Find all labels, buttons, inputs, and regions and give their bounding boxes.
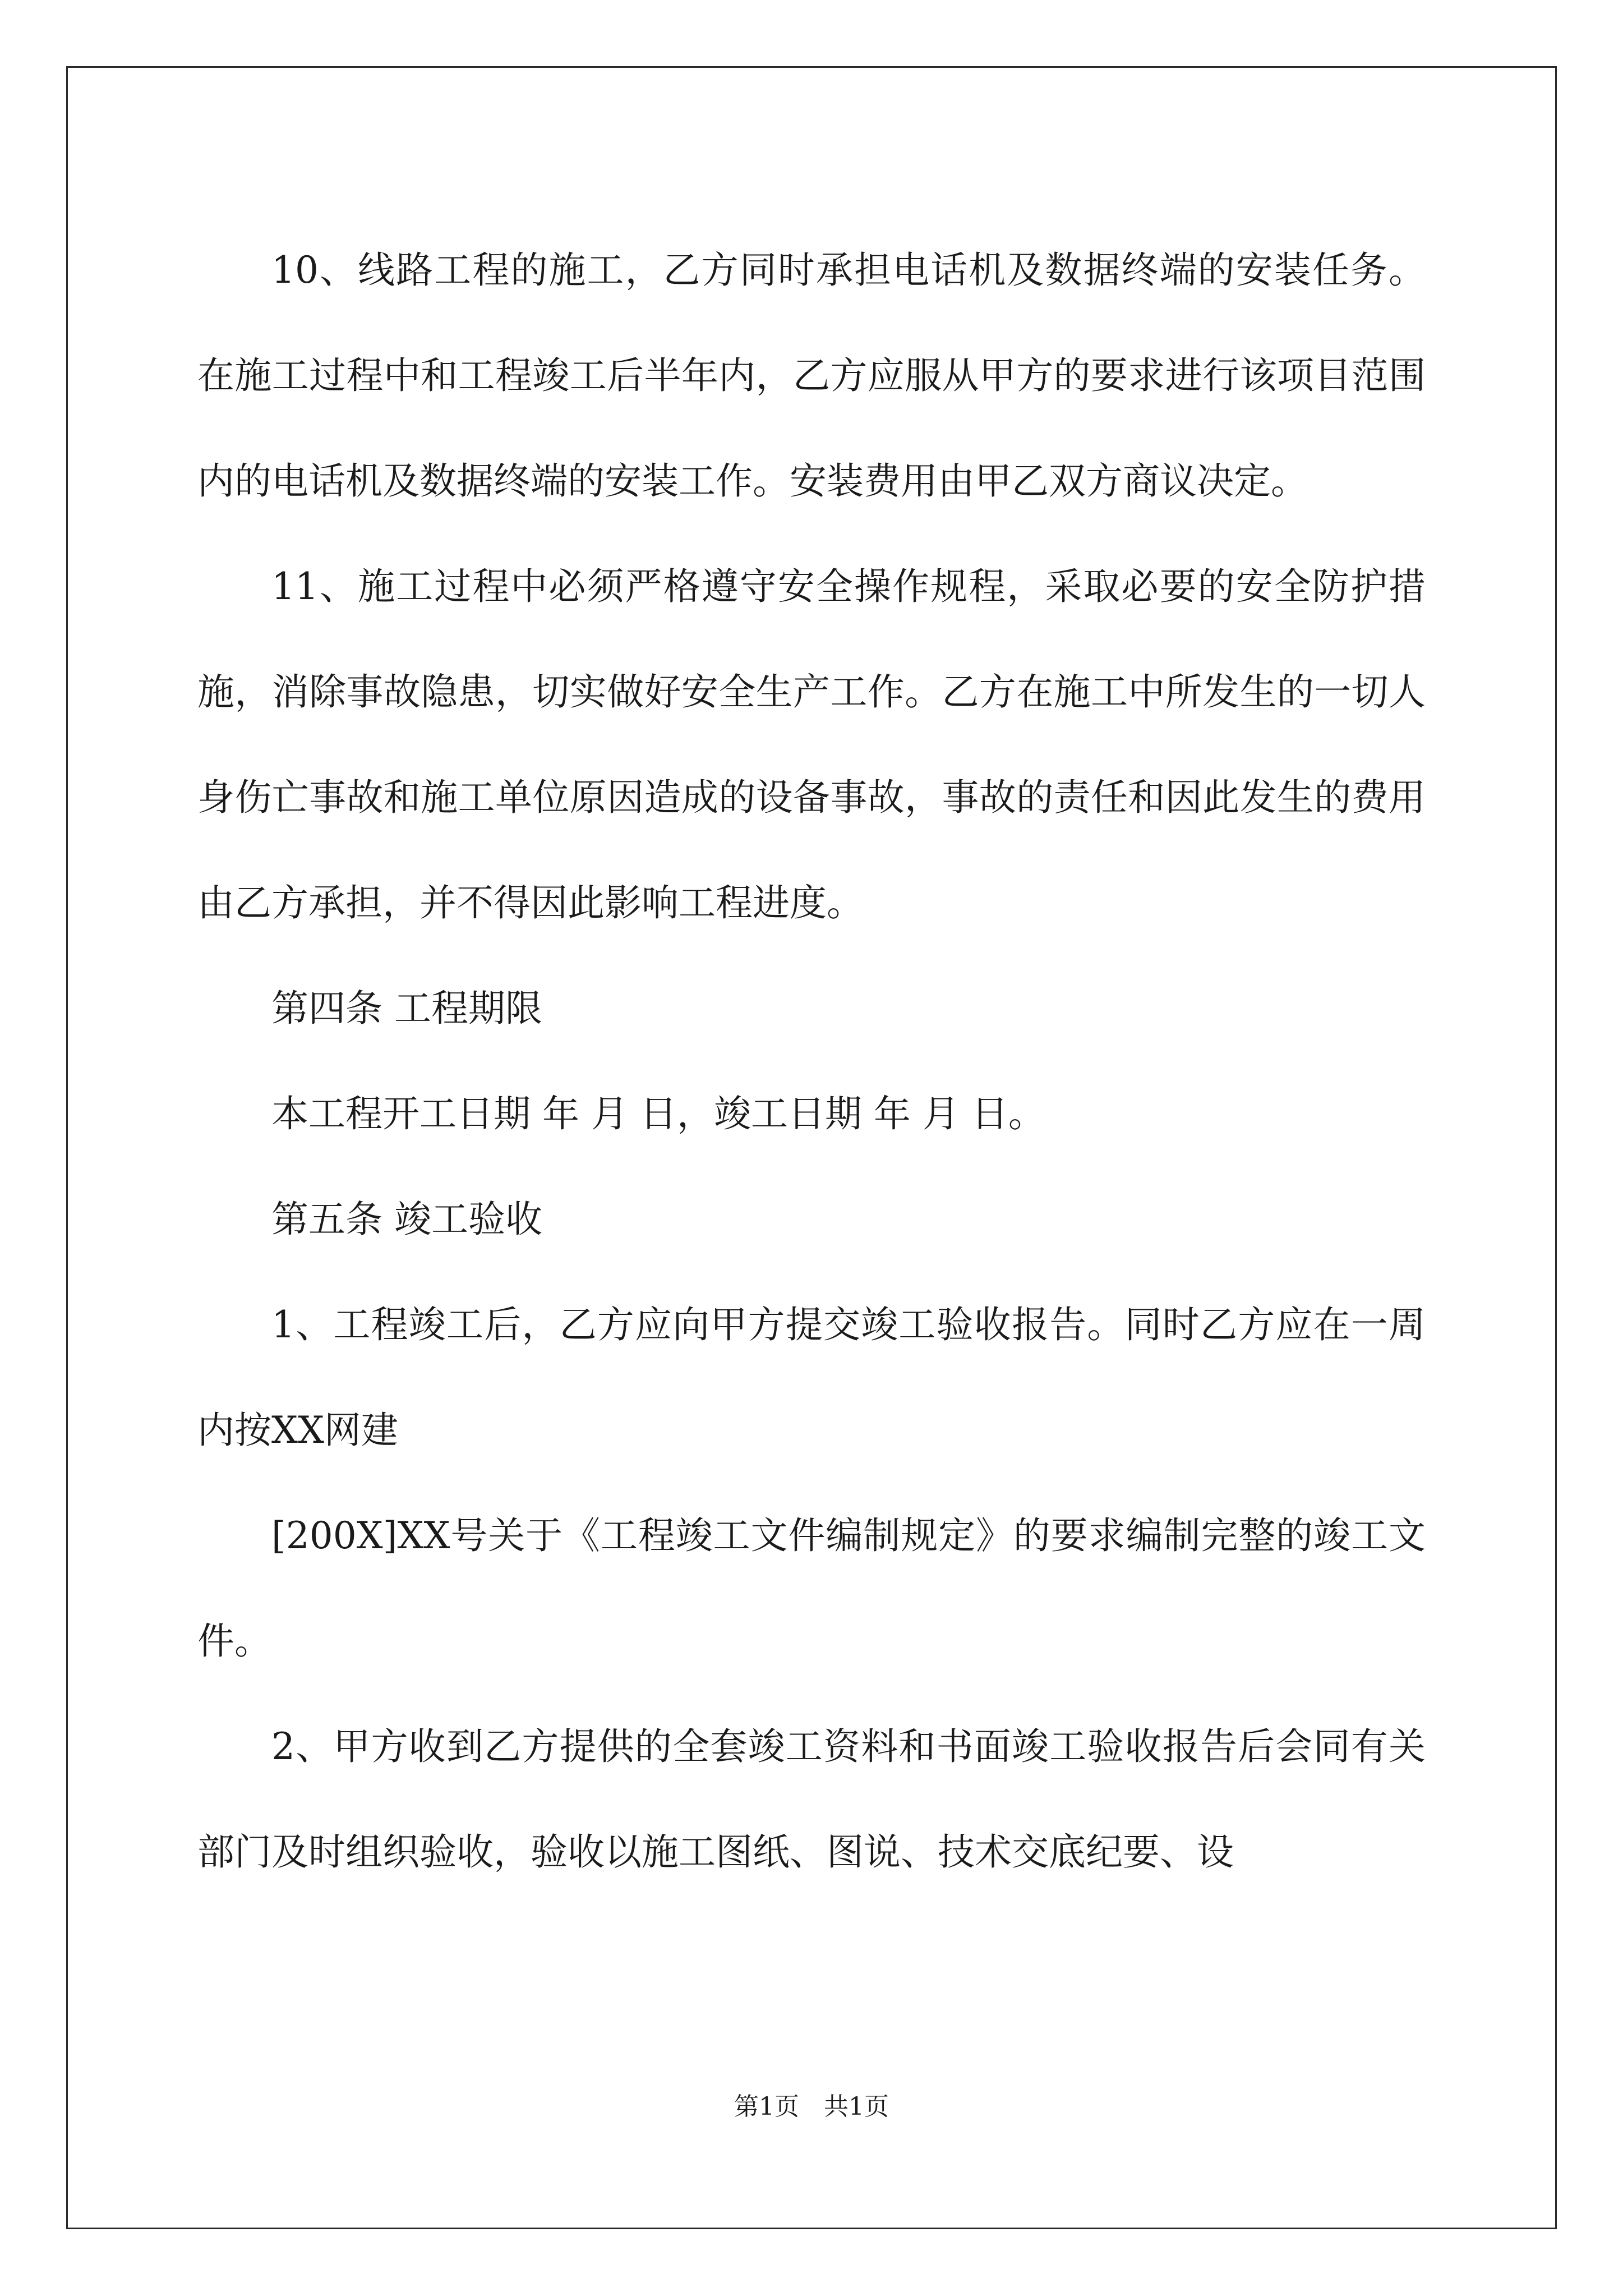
page-number-current: 第1页 xyxy=(734,2092,799,2121)
paragraph-clause-10: 10、线路工程的施工，乙方同时承担电话机及数据终端的安装任务。在施工过程中和工程竣工后半年内，乙方应服从甲方的要求进行该项目范围内的电话机及数据终端的安装工作。安装费用由甲乙双方商议决定。 xyxy=(197,249,1426,503)
paragraph-acceptance-2: 2、甲方收到乙方提供的全套竣工资料和书面竣工验收报告后会同有关部门及时组织验收，验收以施工图纸、图说、技术交底纪要、设 xyxy=(197,1725,1426,1874)
page-footer xyxy=(0,2090,1623,2124)
paragraph-clause-11: 11、施工过程中必须严格遵守安全操作规程，采取必要的安全防护措施，消除事故隐患，切实做好安全生产工作。乙方在施工中所发生的一切人身伤亡事故和施工单位原因造成的设备事故，事故的责任和因此发生的费用由乙方承担，并不得因此影响工程进度。 xyxy=(197,565,1426,924)
section-heading-article-5: 第五条 竣工验收 xyxy=(271,1198,542,1241)
paragraph-acceptance-1: 1、工程竣工后，乙方应向甲方提交竣工验收报告。同时乙方应在一周内按XX网建 xyxy=(197,1303,1426,1452)
paragraph-project-dates: 本工程开工日期 年 月 日，竣工日期 年 月 日。 xyxy=(271,1092,1045,1135)
paragraph-acceptance-1-cont: [200X]XX号关于《工程竣工文件编制规定》的要求编制完整的竣工文件。 xyxy=(197,1514,1426,1663)
document-body xyxy=(197,218,1426,1905)
section-heading-article-4: 第四条 工程期限 xyxy=(271,987,542,1030)
page-number-total: 共1页 xyxy=(824,2092,889,2121)
